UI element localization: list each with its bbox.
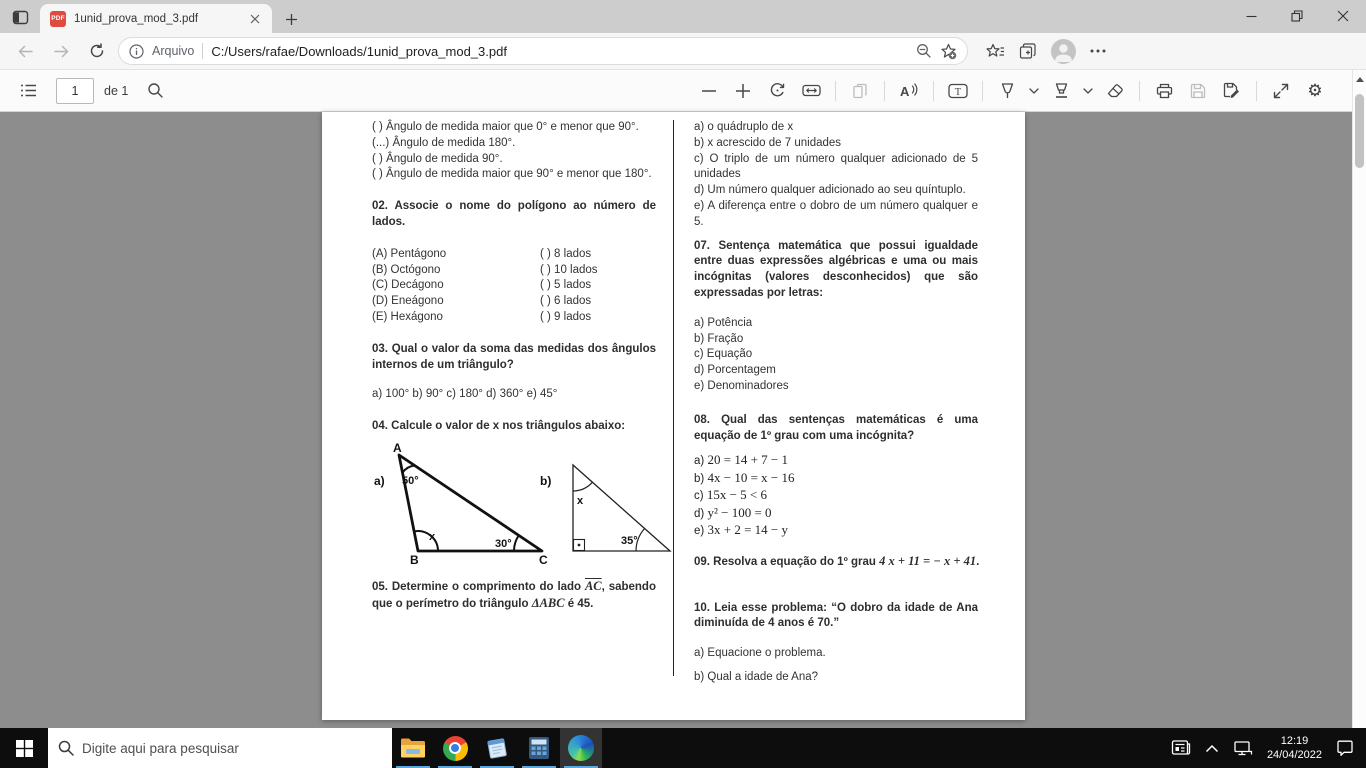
vertex-b-label: B xyxy=(410,552,419,565)
draw-button[interactable] xyxy=(990,76,1024,106)
question-08-option: d) y² − 100 = 0 xyxy=(694,504,772,520)
new-tab-button[interactable] xyxy=(276,5,306,33)
match-row xyxy=(372,263,656,279)
pdf-toolbar xyxy=(0,70,1366,112)
chevron-up-icon xyxy=(1205,744,1219,753)
browser-menu-icon[interactable] xyxy=(1090,49,1106,53)
file-explorer-icon xyxy=(400,737,426,759)
page-view-icon xyxy=(852,83,868,99)
question-05-title: 05. Determine o comprimento do lado $\overline{AC}$, sabendo que o perímetro do triângulo ΔABC é 45. xyxy=(372,578,656,610)
question-01-item: ( ) Ângulo de medida maior que 0° e menor que 90°. xyxy=(372,121,639,133)
triangle-abc xyxy=(399,455,542,551)
draw-pen-icon xyxy=(999,82,1016,99)
question-06-option: b) x acrescido de 7 unidades xyxy=(694,136,842,149)
angle-35-label: 35° xyxy=(621,534,638,547)
search-icon xyxy=(58,740,74,756)
url-text: C:/Users/rafae/Downloads/1unid_prova_mod_3.pdf xyxy=(211,43,507,59)
match-row xyxy=(372,310,656,326)
question-08-option: c) 15x − 5 < 6 xyxy=(694,487,768,503)
toolbar-divider xyxy=(1256,81,1257,101)
match-row xyxy=(372,278,656,294)
toolbar-divider xyxy=(835,81,836,101)
clock-date: 24/04/2022 xyxy=(1266,749,1322,761)
add-favorite-icon[interactable] xyxy=(940,43,957,60)
save-icon xyxy=(1190,83,1206,99)
edge-icon xyxy=(568,735,594,761)
diagram-label-b: b) xyxy=(540,473,552,488)
polygon-match: ( ) 9 lados xyxy=(540,310,592,323)
question-07-option: c) Equação xyxy=(694,348,753,361)
document-left-column xyxy=(372,120,656,613)
angle-x-label: x xyxy=(577,494,584,507)
document-right-column xyxy=(694,120,978,686)
forward-arrow-icon xyxy=(53,44,70,59)
match-row xyxy=(372,294,656,310)
question-09-title: 09. Resolva a equação do 1º grau 4 x + 11 = − x + 41. xyxy=(694,553,980,568)
tab-close-button[interactable] xyxy=(246,10,264,28)
polygon-name: (D) Eneágono xyxy=(372,295,444,308)
file-scheme-label: Arquivo xyxy=(152,44,195,58)
scrollbar-thumb[interactable] xyxy=(1355,94,1364,168)
back-button[interactable] xyxy=(10,36,40,66)
vertical-scrollbar[interactable] xyxy=(1352,70,1366,728)
zoom-out-button[interactable] xyxy=(692,76,726,106)
save-as-icon xyxy=(1223,82,1241,99)
refresh-icon xyxy=(89,43,105,59)
highlight-button[interactable] xyxy=(1044,76,1078,106)
plus-icon xyxy=(736,84,750,98)
question-06-option: c) O triplo de um número qualquer adicionado de 5 unidades xyxy=(694,152,978,181)
toolbar-divider xyxy=(933,81,934,101)
printer-icon xyxy=(1156,83,1173,99)
network-button[interactable] xyxy=(1229,728,1257,768)
close-icon xyxy=(250,14,260,24)
pdf-viewer xyxy=(0,112,1366,728)
fullscreen-button[interactable] xyxy=(1264,76,1298,106)
angle-b-label: x xyxy=(429,530,436,543)
scroll-up-arrow[interactable] xyxy=(1356,76,1364,84)
question-10-option: a) Equacione o problema. xyxy=(694,647,826,660)
notification-center-button[interactable] xyxy=(1332,728,1358,768)
question-01-item: (...) Ângulo de medida 180°. xyxy=(372,136,516,149)
triangle-abc-symbol: ΔABC xyxy=(531,595,565,610)
question-07-title: 07. Sentença matemática que possui igualdade entre duas expressões algébricas e uma ou mais incógnitas (valores desconhecidos) que são expressadas por letras: xyxy=(694,239,978,299)
question-06-option: d) Um número qualquer adicionado ao seu quíntuplo. xyxy=(694,184,966,197)
question-07-option: b) Fração xyxy=(694,332,744,345)
taskbar-chrome[interactable] xyxy=(434,728,476,768)
erase-button[interactable] xyxy=(1098,76,1132,106)
diagram-label-a: a) xyxy=(374,473,385,488)
system-tray xyxy=(1167,728,1366,768)
chevron-down-icon xyxy=(1083,88,1093,94)
print-button[interactable] xyxy=(1147,76,1181,106)
column-divider xyxy=(673,120,674,676)
fit-to-width-button[interactable] xyxy=(794,76,828,106)
refresh-button[interactable] xyxy=(82,36,112,66)
match-row xyxy=(372,247,656,263)
search-document-button[interactable] xyxy=(138,76,172,106)
vertex-a-label: A xyxy=(393,440,402,455)
fit-width-icon xyxy=(802,83,821,98)
question-08-option: e) 3x + 2 = 14 − y xyxy=(694,522,788,538)
notepad-icon xyxy=(485,736,509,760)
browser-tab[interactable] xyxy=(40,4,272,33)
minus-icon xyxy=(702,90,716,92)
taskbar-notepad[interactable] xyxy=(476,728,518,768)
polygon-name: (C) Decágono xyxy=(372,279,444,292)
taskbar-clock[interactable] xyxy=(1261,734,1328,762)
calculator-icon xyxy=(528,736,550,760)
close-window-button[interactable] xyxy=(1320,0,1366,32)
rotate-icon xyxy=(769,82,786,99)
minimize-icon xyxy=(1246,11,1257,22)
question-07-option: d) Porcentagem xyxy=(694,364,776,377)
angle-c-label: 30° xyxy=(495,537,512,550)
question-07-option: a) Potência xyxy=(694,316,753,329)
plus-icon xyxy=(285,13,298,26)
question-08-option: a) 20 = 14 + 7 − 1 xyxy=(694,452,788,468)
close-icon xyxy=(1337,10,1349,22)
polygon-name: (E) Hexágono xyxy=(372,310,443,323)
question-10-option: b) Qual a idade de Ana? xyxy=(694,671,819,684)
question-03-options: a) 100° b) 90° c) 180° d) 360° e) 45° xyxy=(372,388,558,401)
browser-action-icons xyxy=(974,39,1118,64)
highlighter-icon xyxy=(1053,82,1070,99)
vertex-c-label: C xyxy=(539,552,548,565)
question-08-title: 08. Qual das sentenças matemáticas é uma equação de 1º grau com uma incógnita? xyxy=(694,413,978,442)
toolbar-divider xyxy=(1139,81,1140,101)
gear-icon: ⚙ xyxy=(1307,81,1323,100)
person-icon xyxy=(1051,39,1076,64)
clock-time: 12:19 xyxy=(1280,735,1309,747)
pdf-favicon: PDF xyxy=(50,11,66,27)
rotate-button[interactable] xyxy=(760,76,794,106)
fullscreen-icon xyxy=(1273,83,1289,99)
save-as-button[interactable] xyxy=(1215,76,1249,106)
settings-button[interactable] xyxy=(1298,76,1332,106)
browser-address-bar xyxy=(0,33,1366,70)
question-06-option: a) o quádruplo de x xyxy=(694,121,794,133)
network-display-icon xyxy=(1233,740,1253,757)
polygon-name: (B) Octógono xyxy=(372,263,441,276)
triangles-diagram xyxy=(372,441,672,565)
polygon-match: ( ) 6 lados xyxy=(540,295,592,308)
polygon-match: ( ) 5 lados xyxy=(540,279,592,292)
question-02-title: 02. Associe o nome do polígono ao número de lados. xyxy=(372,200,656,228)
windows-taskbar xyxy=(0,728,1366,768)
taskbar-file-explorer[interactable] xyxy=(392,728,434,768)
question-01-item: ( ) Ângulo de medida maior que 90° e menor que 180°. xyxy=(372,168,652,181)
minimize-button[interactable] xyxy=(1228,0,1274,32)
address-field[interactable] xyxy=(118,37,968,65)
question-10-title: 10. Leia esse problema: “O dobro da idade de Ana diminuída de 4 anos é 70.” xyxy=(694,601,978,630)
question-04-title: 04. Calcule o valor de x nos triângulos abaixo: xyxy=(372,420,626,433)
polygon-match: ( ) 10 lados xyxy=(540,263,598,276)
toc-icon xyxy=(20,83,38,98)
page-view-button[interactable] xyxy=(843,76,877,106)
restore-button[interactable] xyxy=(1274,0,1320,32)
chrome-icon xyxy=(443,736,468,761)
highlight-options-chevron[interactable] xyxy=(1078,76,1098,106)
tab-title: 1unid_prova_mod_3.pdf xyxy=(74,12,199,25)
widgets-news-button[interactable] xyxy=(1167,728,1195,768)
draw-options-chevron[interactable] xyxy=(1024,76,1044,106)
question-08-option: b) 4x − 10 = x − 16 xyxy=(694,469,795,485)
page-number-input[interactable] xyxy=(56,78,94,104)
favorites-bar-icon[interactable] xyxy=(986,43,1005,60)
toc-button[interactable] xyxy=(12,76,46,106)
polygon-match: ( ) 8 lados xyxy=(540,247,592,260)
taskbar-search-input[interactable] xyxy=(82,741,382,756)
polygon-name: (A) Pentágono xyxy=(372,247,447,260)
tray-expand-button[interactable] xyxy=(1199,728,1225,768)
info-icon[interactable] xyxy=(129,44,144,59)
segment-ac: $\overline{AC}$ xyxy=(584,578,602,593)
page-count-label: de 1 xyxy=(104,83,129,98)
taskbar-calculator[interactable] xyxy=(518,728,560,768)
start-button[interactable] xyxy=(0,728,48,768)
question-03-title: 03. Qual o valor da soma das medidas dos ângulos internos de um triângulo? xyxy=(372,342,656,371)
notification-icon xyxy=(1336,740,1354,757)
toolbar-divider xyxy=(884,81,885,101)
save-button[interactable] xyxy=(1181,76,1215,106)
read-aloud-icon xyxy=(900,83,919,99)
collections-icon[interactable] xyxy=(1019,43,1037,60)
zoom-out-indicator-icon[interactable] xyxy=(916,43,932,59)
read-aloud-button[interactable] xyxy=(892,76,926,106)
taskbar-edge-active[interactable] xyxy=(560,728,602,768)
svg-text:T: T xyxy=(954,86,962,98)
equation: 4 x + 11 = − x + 41 xyxy=(879,553,977,568)
window-controls xyxy=(1228,0,1366,33)
question-07-option: e) Denominadores xyxy=(694,379,789,392)
add-text-icon xyxy=(948,83,968,99)
eraser-icon xyxy=(1106,83,1124,98)
zoom-in-button[interactable] xyxy=(726,76,760,106)
forward-button[interactable] xyxy=(46,36,76,66)
omnibox-divider xyxy=(202,43,203,59)
news-icon xyxy=(1171,739,1191,757)
taskbar-search[interactable] xyxy=(48,728,392,768)
search-icon xyxy=(147,82,164,99)
profile-avatar[interactable] xyxy=(1051,39,1076,64)
pdf-page xyxy=(322,112,1025,720)
browser-tab-strip xyxy=(0,0,1366,33)
add-text-button[interactable] xyxy=(941,76,975,106)
toolbar-divider xyxy=(982,81,983,101)
question-06-option: e) A diferença entre o dobro de um número qualquer e 5. xyxy=(694,199,978,228)
back-arrow-icon xyxy=(17,44,34,59)
chevron-down-icon xyxy=(1029,88,1039,94)
tab-actions-icon xyxy=(12,9,29,26)
svg-text:A: A xyxy=(899,83,909,99)
question-01-item: ( ) Ângulo de medida 90°. xyxy=(372,152,503,165)
restore-icon xyxy=(1291,10,1303,22)
windows-logo-icon xyxy=(16,740,33,757)
angle-a-label: 50° xyxy=(402,474,419,487)
tab-actions-button[interactable] xyxy=(0,1,40,33)
